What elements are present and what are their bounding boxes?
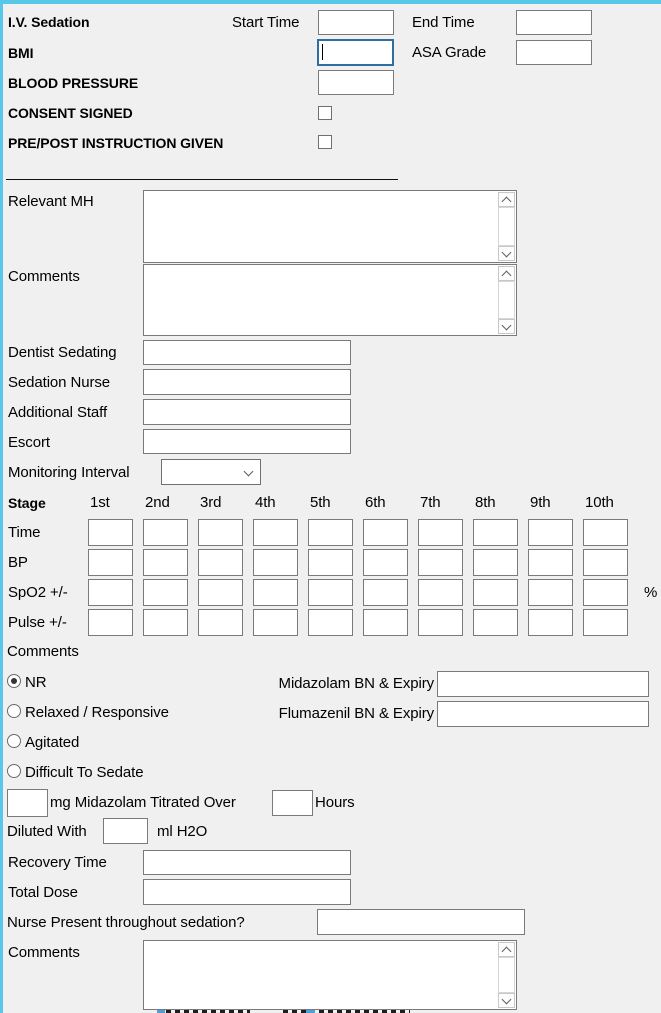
spo2-cell-input[interactable] xyxy=(308,579,353,606)
time-row xyxy=(88,519,628,546)
scroll-up-button[interactable] xyxy=(498,942,515,957)
time-cell-input[interactable] xyxy=(308,519,353,546)
blood-pressure-label: BLOOD PRESSURE xyxy=(8,75,139,91)
pulse-row xyxy=(88,609,628,636)
asa-grade-input[interactable] xyxy=(516,40,592,65)
scrollbar[interactable] xyxy=(498,266,515,334)
chevron-down-icon xyxy=(502,320,512,330)
flumazenil-bn-input[interactable] xyxy=(437,701,649,727)
mg-titrated-input[interactable] xyxy=(7,789,48,817)
bp-cell-input[interactable] xyxy=(418,549,463,576)
start-time-label: Start Time xyxy=(232,14,300,31)
recovery-time-input[interactable] xyxy=(143,850,351,875)
escort-label: Escort xyxy=(8,434,50,451)
sedation-nurse-label: Sedation Nurse xyxy=(8,374,110,391)
pulse-cell-input[interactable] xyxy=(198,609,243,636)
spo2-row-label: SpO2 +/- xyxy=(8,584,68,601)
bmi-label: BMI xyxy=(8,45,34,61)
pulse-cell-input[interactable] xyxy=(528,609,573,636)
time-cell-input[interactable] xyxy=(363,519,408,546)
scroll-down-button[interactable] xyxy=(498,319,515,334)
relevant-mh-label: Relevant MH xyxy=(8,193,94,210)
bp-cell-input[interactable] xyxy=(253,549,298,576)
spo2-cell-input[interactable] xyxy=(363,579,408,606)
spo2-row xyxy=(88,579,628,606)
bp-cell-input[interactable] xyxy=(198,549,243,576)
radio-relaxed-label[interactable]: Relaxed / Responsive xyxy=(25,704,169,721)
time-cell-input[interactable] xyxy=(583,519,628,546)
time-cell-input[interactable] xyxy=(143,519,188,546)
chevron-up-icon xyxy=(502,270,512,280)
stage-column-header: 2nd xyxy=(145,494,170,511)
chevron-down-icon xyxy=(244,467,254,477)
midazolam-bn-input[interactable] xyxy=(437,671,649,697)
spo2-cell-input[interactable] xyxy=(88,579,133,606)
bp-cell-input[interactable] xyxy=(88,549,133,576)
pulse-cell-input[interactable] xyxy=(143,609,188,636)
radio-nr-label[interactable]: NR xyxy=(25,674,47,691)
time-cell-input[interactable] xyxy=(528,519,573,546)
stage-column-header: 7th xyxy=(420,494,441,511)
scroll-up-button[interactable] xyxy=(498,266,515,281)
blood-pressure-input[interactable] xyxy=(318,70,394,95)
spo2-cell-input[interactable] xyxy=(528,579,573,606)
hours-label: Hours xyxy=(315,794,355,811)
bp-cell-input[interactable] xyxy=(363,549,408,576)
stage-label: Stage xyxy=(8,495,46,511)
comments-textarea[interactable] xyxy=(143,264,517,336)
spo2-cell-input[interactable] xyxy=(418,579,463,606)
bp-cell-input[interactable] xyxy=(528,549,573,576)
recovery-time-label: Recovery Time xyxy=(8,854,107,871)
pulse-cell-input[interactable] xyxy=(253,609,298,636)
spo2-cell-input[interactable] xyxy=(143,579,188,606)
radio-agitated-label[interactable]: Agitated xyxy=(25,734,80,751)
page-title: I.V. Sedation xyxy=(8,14,90,30)
stage-column-header: 5th xyxy=(310,494,331,511)
window-accent-left-border xyxy=(0,0,3,1013)
bottom-comments-textarea[interactable] xyxy=(143,940,517,1010)
text-caret xyxy=(322,44,323,60)
time-row-label: Time xyxy=(8,524,41,541)
spo2-cell-input[interactable] xyxy=(473,579,518,606)
stage-column-header: 10th xyxy=(585,494,614,511)
bmi-input[interactable] xyxy=(317,39,394,66)
chevron-down-icon xyxy=(502,247,512,257)
relevant-mh-textarea[interactable] xyxy=(143,190,517,263)
stage-column-header: 3rd xyxy=(200,494,222,511)
pulse-cell-input[interactable] xyxy=(583,609,628,636)
spo2-cell-input[interactable] xyxy=(583,579,628,606)
instruction-given-checkbox[interactable] xyxy=(318,135,332,149)
bp-cell-input[interactable] xyxy=(583,549,628,576)
spo2-cell-input[interactable] xyxy=(253,579,298,606)
spo2-cell-input[interactable] xyxy=(198,579,243,606)
titrated-hours-input[interactable] xyxy=(272,790,313,816)
pulse-cell-input[interactable] xyxy=(418,609,463,636)
nurse-present-input[interactable] xyxy=(317,909,525,935)
radio-difficult-label[interactable]: Difficult To Sedate xyxy=(25,764,144,781)
additional-staff-label: Additional Staff xyxy=(8,404,108,421)
bp-row-label: BP xyxy=(8,554,28,571)
radio-nr[interactable] xyxy=(7,674,21,688)
spo2-percent-label: % xyxy=(644,584,658,601)
stage-column-header: 1st xyxy=(90,494,110,511)
section-divider xyxy=(6,179,398,180)
scroll-down-button[interactable] xyxy=(498,993,515,1008)
scroll-down-button[interactable] xyxy=(498,246,515,261)
asa-grade-label: ASA Grade xyxy=(412,44,487,61)
sedation-nurse-input[interactable] xyxy=(143,369,351,395)
scrollbar[interactable] xyxy=(498,192,515,261)
radio-agitated[interactable] xyxy=(7,734,21,748)
pulse-cell-input[interactable] xyxy=(473,609,518,636)
scroll-up-button[interactable] xyxy=(498,192,515,207)
water-label: ml H2O xyxy=(157,823,208,840)
time-cell-input[interactable] xyxy=(198,519,243,546)
instruction-given-label: PRE/POST INSTRUCTION GIVEN xyxy=(8,135,224,151)
pulse-cell-input[interactable] xyxy=(308,609,353,636)
stage-comments-label: Comments xyxy=(7,643,79,660)
pulse-cell-input[interactable] xyxy=(363,609,408,636)
time-cell-input[interactable] xyxy=(253,519,298,546)
monitoring-interval-label: Monitoring Interval xyxy=(8,464,130,481)
pulse-cell-input[interactable] xyxy=(88,609,133,636)
flumazenil-bn-label: Flumazenil BN & Expiry xyxy=(278,705,434,722)
nurse-present-label: Nurse Present throughout sedation? xyxy=(7,914,245,931)
chevron-up-icon xyxy=(502,946,512,956)
time-cell-input[interactable] xyxy=(418,519,463,546)
stage-column-header: 8th xyxy=(475,494,496,511)
titrated-label: mg Midazolam Titrated Over xyxy=(50,794,236,811)
time-cell-input[interactable] xyxy=(88,519,133,546)
bp-row xyxy=(88,549,628,576)
end-time-input[interactable] xyxy=(516,10,592,35)
stage-column-headers xyxy=(88,494,638,511)
chevron-up-icon xyxy=(502,196,512,206)
consent-signed-label: CONSENT SIGNED xyxy=(8,105,133,121)
escort-input[interactable] xyxy=(143,429,351,454)
additional-staff-input[interactable] xyxy=(143,399,351,425)
scrollbar[interactable] xyxy=(498,942,515,1008)
comments-label: Comments xyxy=(8,268,80,285)
bp-cell-input[interactable] xyxy=(473,549,518,576)
window-accent-top-border xyxy=(0,0,661,4)
total-dose-label: Total Dose xyxy=(8,884,78,901)
midazolam-bn-label: Midazolam BN & Expiry xyxy=(278,675,434,692)
total-dose-input[interactable] xyxy=(143,879,351,905)
end-time-label: End Time xyxy=(412,14,475,31)
monitoring-interval-select[interactable] xyxy=(161,459,261,485)
consent-signed-checkbox[interactable] xyxy=(318,106,332,120)
bp-cell-input[interactable] xyxy=(143,549,188,576)
time-cell-input[interactable] xyxy=(473,519,518,546)
bottom-comments-label: Comments xyxy=(8,944,80,961)
pulse-row-label: Pulse +/- xyxy=(8,614,67,631)
chevron-down-icon xyxy=(502,994,512,1004)
dentist-sedating-label: Dentist Sedating xyxy=(8,344,117,361)
diluted-with-label: Diluted With xyxy=(7,823,87,840)
bp-cell-input[interactable] xyxy=(308,549,353,576)
stage-column-header: 9th xyxy=(530,494,551,511)
diluted-with-input[interactable] xyxy=(103,818,148,844)
radio-difficult[interactable] xyxy=(7,764,21,778)
stage-column-header: 6th xyxy=(365,494,386,511)
dentist-sedating-input[interactable] xyxy=(143,340,351,365)
start-time-input[interactable] xyxy=(318,10,394,35)
radio-relaxed[interactable] xyxy=(7,704,21,718)
stage-column-header: 4th xyxy=(255,494,276,511)
